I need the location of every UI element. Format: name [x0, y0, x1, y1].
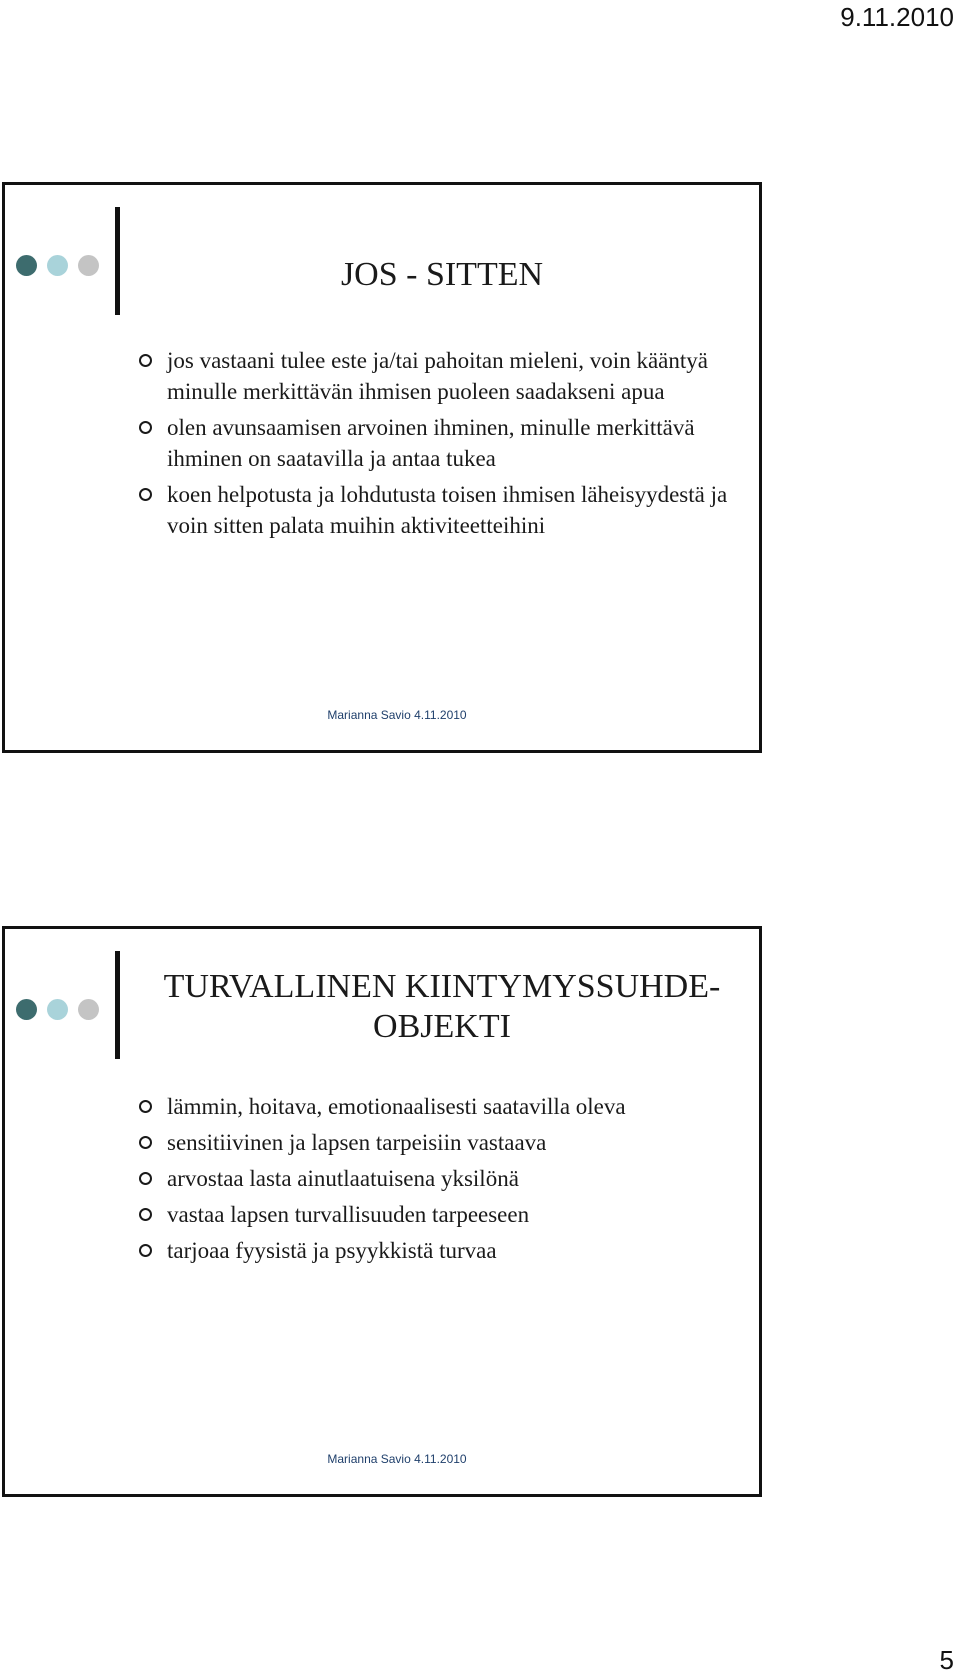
bullet-ring-icon: [139, 421, 152, 434]
list-item: vastaa lapsen turvallisuuden tarpeeseen: [5, 1199, 729, 1230]
slide-1: [2, 182, 762, 753]
bullet-ring-icon: [139, 1208, 152, 1221]
decor-dots: [16, 255, 99, 276]
list-item: olen avunsaamisen arvoinen ihminen, minulle merkittävä ihminen on saatavilla ja antaa tukea: [5, 412, 729, 474]
bullet-ring-icon: [139, 1136, 152, 1149]
list-item: sensitiivinen ja lapsen tarpeisiin vastaava: [5, 1127, 729, 1158]
page-number: 5: [939, 1645, 954, 1675]
slide-title: JOS - SITTEN: [340, 256, 544, 293]
list-item: jos vastaani tulee este ja/tai pahoitan mieleni, voin kääntyä minulle merkittävän ihmisen puoleen saadakseni apua: [5, 345, 729, 407]
list-item: koen helpotusta ja lohdutusta toisen ihmisen läheisyydestä ja voin sitten palata muihin aktiviteetteihini: [5, 479, 729, 541]
dot-light-icon: [47, 255, 68, 276]
bullet-ring-icon: [139, 1244, 152, 1257]
list-item: arvostaa lasta ainutlaatuisena yksilönä: [5, 1163, 729, 1194]
bullet-ring-icon: [139, 354, 152, 367]
dot-dark-icon: [16, 999, 37, 1020]
dot-light-icon: [47, 999, 68, 1020]
dot-grey-icon: [78, 999, 99, 1020]
bullet-ring-icon: [139, 488, 152, 501]
bullet-list: [5, 1091, 729, 1271]
decor-dots: [16, 999, 99, 1020]
page-date: 9.11.2010: [840, 2, 954, 32]
bullet-ring-icon: [139, 1172, 152, 1185]
list-item: tarjoaa fyysistä ja psyykkistä turvaa: [5, 1235, 729, 1266]
list-item: lämmin, hoitava, emotionaalisesti saatavilla oleva: [5, 1091, 729, 1122]
dot-grey-icon: [78, 255, 99, 276]
bullet-ring-icon: [139, 1100, 152, 1113]
vertical-divider: [115, 951, 120, 1059]
dot-dark-icon: [16, 255, 37, 276]
slide-footer: Marianna Savio 4.11.2010: [327, 708, 467, 722]
slide-2: [2, 926, 762, 1497]
bullet-list: [5, 345, 729, 546]
vertical-divider: [115, 207, 120, 315]
slide-footer: Marianna Savio 4.11.2010: [327, 1452, 467, 1466]
slide-title: TURVALLINEN KIINTYMYSSUHDE- OBJEKTI: [163, 968, 721, 1045]
